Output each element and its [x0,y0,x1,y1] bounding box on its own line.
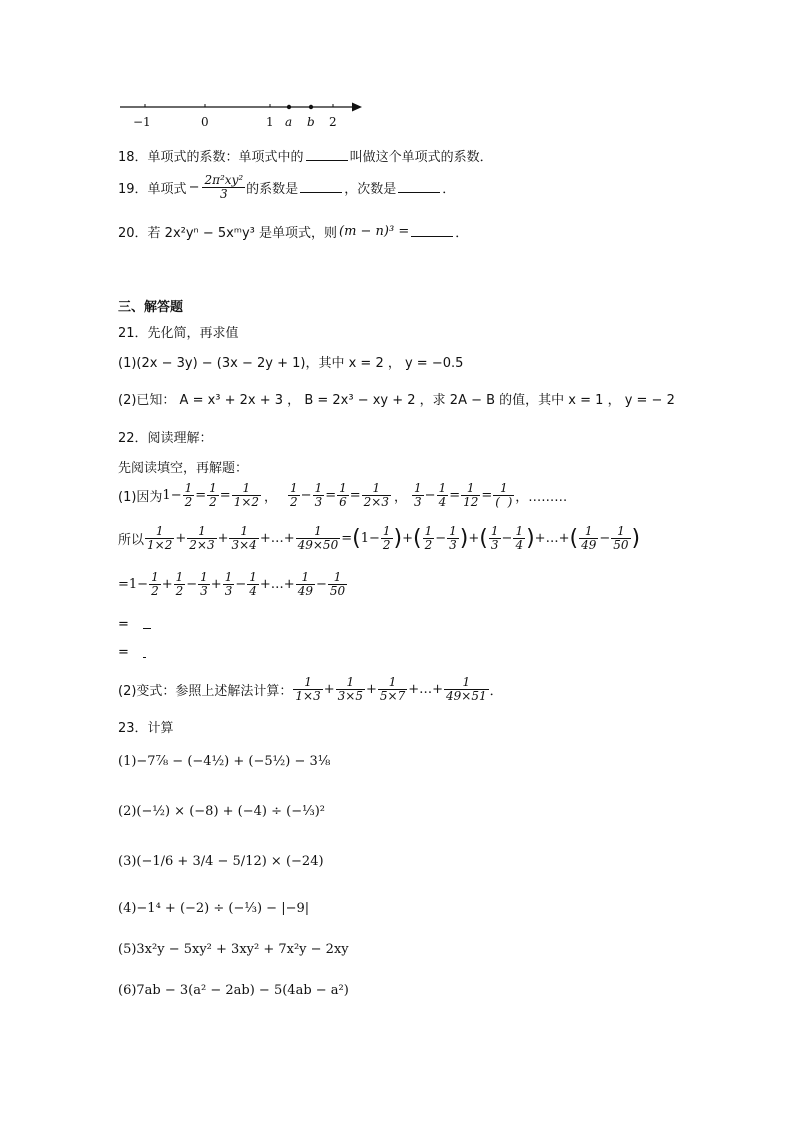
q22-sum-line: 所以 $\frac{1}{1\times 2}$ + $\frac{1}{2\times 3}$ + $\frac{1}{3\times 4}$ +…+ $\frac{1}{49\times 50}$ = ( 1− $\frac{1}{2}$ ) + ( $\frac{1}{2}$ − $\frac{1}{3}$ ) + ( $\frac{1}{3}$ − $\frac{1}{4}$ ) +…+ ( $\frac{1}{49}$ − $\frac{1}{50}$ ) [118,524,641,552]
q22-part2-label: (2)变式：参照上述解法计算： [118,684,293,699]
q22-telescoping-line: =1− $\frac{1}{2}$ + $\frac{1}{2}$ − $\frac{1}{3}$ + $\frac{1}{3}$ − $\frac{1}{4}$ +…+ $\frac{1}{49}$ − $\frac{1}{50}$ [118,570,346,598]
q22-part1-label: (1)因为 [118,490,163,505]
q18-text-before: 单项式的系数：单项式中的 [147,150,304,165]
q22-part1-line: (1)因为 1− $\frac{1}{2}$ = $\frac{1}{2}$ = $\frac{1}{1\times 2}$ ， $\frac{1}{2}$ − $\frac{1}{3}$ = $\frac{1}{6}$ = $\frac{1}{2\times 3}$ ， $\frac{1}{3}$ − $\frac{1}{4}$ = $\frac{1}{12}$ = $\frac{1}{( )}$ ，……… [118,481,568,509]
q21-title: 21．先化简，再求值 [118,326,239,341]
q22-equals-row-1 [118,617,151,632]
q19-text-before: 单项式 [147,182,187,197]
tick-label-1: 1 [266,115,274,129]
q23-item-2: (2)(−½) × (−8) + (−4) ÷ (−⅓)² [118,804,325,819]
q22-answer-blank-1[interactable] [143,620,151,629]
q22-eq2: = [118,645,129,660]
number-line [115,96,375,130]
q18-answer-blank[interactable] [306,150,348,161]
question-18 [118,146,493,165]
q19-coefficient-blank[interactable] [300,182,342,193]
q23-item-1: (1)−7⅞ − (−4½) + (−5½) − 3⅛ [118,754,331,769]
q22-equals-row-2 [118,645,146,660]
q22-part2-line: (2)变式：参照上述解法计算： $\frac{1}{1\times 3}$ + $\frac{1}{3\times 5}$ + $\frac{1}{5\times 7}$ +…+ $\frac{1}{49\times 51}$ ． [118,675,503,703]
q19-text-mid: 的系数是 [246,182,299,197]
q20-text-before: 若 2x²yⁿ − 5xᵐy³ 是单项式，则 [147,226,337,241]
question-19: 19． 单项式 − $\frac{\text{2π²xy²}}{3}$ 的系数是 ，次数是 ． [118,173,456,201]
q19-degree-blank[interactable] [398,182,440,193]
tick-label-0: 0 [201,115,209,129]
q23-item-3: (3)(−1/6 + 3/4 − 5/12) × (−24) [118,854,324,869]
q21-part2: (2)已知： A = x³ + 2x + 3 ， B = 2x³ − xy + 2 ，求 2A − B 的值，其中 x = 1 ， y = − 2 [118,393,675,408]
q22-answer-blank-2[interactable] [143,647,146,658]
q23-title: 23．计算 [118,721,174,736]
q23-item-5: (5)3x²y − 5xy² + 3xy² + 7x²y − 2xy [118,942,349,957]
section-title: 三、解答题 [118,300,184,315]
q22-part2-end: ． [489,684,503,699]
q20-expression: (m − n)³ = [339,224,410,239]
point-label-b: b [307,115,315,129]
tick-label-2: 2 [329,115,337,129]
tick-label-neg1: −1 [133,115,151,129]
q18-text-after: 叫做这个单项式的系数． [349,150,493,165]
point-label-a: a [285,115,293,129]
q19-text-end: ． [442,182,456,197]
q22-blank-denominator[interactable]: $\frac{1}{( )}$ [495,481,513,509]
q20-number: 20． [118,226,148,241]
q22-eq1: = [118,617,129,632]
q22-dots: ，……… [515,490,568,505]
q18-number: 18． [118,150,148,165]
q20-answer-blank[interactable] [411,226,453,237]
q19-text-sep: ，次数是 [344,182,397,197]
q22-so: 所以 [118,533,145,548]
q22-title: 22．阅读理解： [118,431,213,446]
q19-fraction: $\frac{\text{2π²xy²}}{3}$ [204,173,244,201]
q22-intro: 先阅读填空，再解题： [118,461,249,476]
q20-text-end: ． [455,226,469,241]
question-20 [118,222,468,241]
q23-item-4: (4)−1⁴ + (−2) ÷ (−⅓) − |−9| [118,901,310,916]
q19-number: 19． [118,182,148,197]
q23-item-6: (6)7ab − 3(a² − 2ab) − 5(4ab − a²) [118,983,349,998]
q21-part1: (1)(2x − 3y) − (3x − 2y + 1)，其中 x = 2 ， y = −0.5 [118,356,464,371]
